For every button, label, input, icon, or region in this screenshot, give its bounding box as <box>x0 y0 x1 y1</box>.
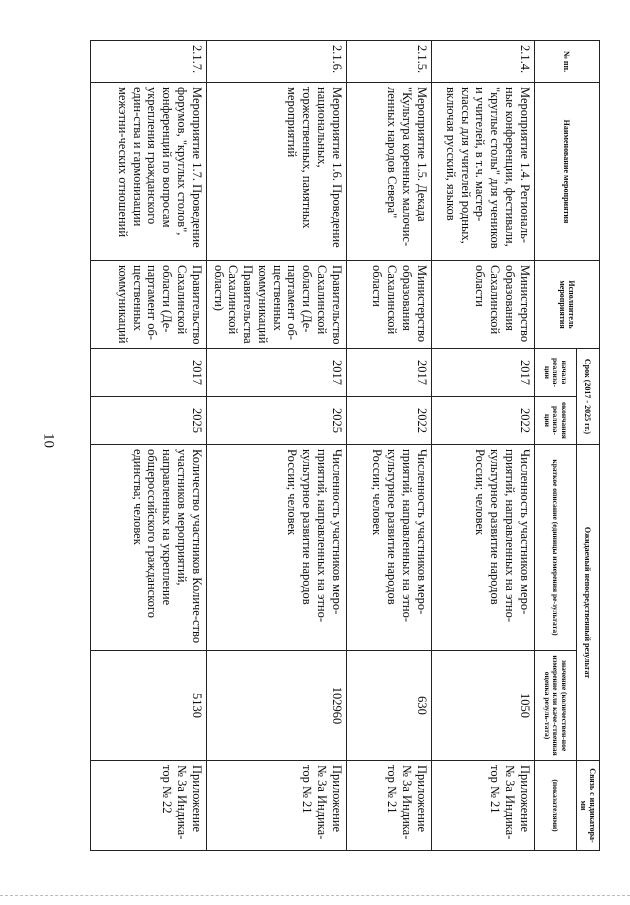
row-value: 5130 <box>90 651 206 761</box>
row-name: Мероприятие 1.4. Региональ-ные конференции, фестивали, "круглые столы" для учеников и учителей, в т.ч. мастер-классы для учителей родных, включая русский, языков <box>431 83 534 261</box>
header-name: Наименование мероприятия <box>534 83 599 261</box>
table-row <box>206 41 346 851</box>
header-num: № пп. <box>534 41 599 83</box>
header-result-value: значение (количествен-ное измерение или каче-ственная оценка резуль-тата) <box>534 651 576 761</box>
row-end: 2022 <box>346 397 431 445</box>
row-value: 102960 <box>206 651 346 761</box>
row-start: 2017 <box>90 349 206 397</box>
row-indicator: Приложение № 3а Индика-тор № 21 <box>206 761 346 851</box>
row-executor: Министерство образования Сахалинской области <box>346 261 431 349</box>
row-value: 630 <box>346 651 431 761</box>
header-indicator-sub: (показателями) <box>534 761 576 851</box>
page-number: 10 <box>40 433 57 448</box>
row-desc: Численность участников меро-приятий, направленных на этно-культурное развитие народов России; человек <box>346 445 431 651</box>
row-end: 2025 <box>90 397 206 445</box>
row-name: Мероприятие 1.5. Декада "Культура коренных малочис-ленных народов Севера" <box>346 83 431 261</box>
row-executor: Правительство Сахалинской области (Де-партамент об-щественных коммуникаций Правительства Сахалинской области) <box>206 261 346 349</box>
header-term-end: окончания реализа-ции <box>534 397 576 445</box>
row-indicator: Приложение № 3а Индика-тор № 21 <box>346 761 431 851</box>
row-value: 1050 <box>431 651 534 761</box>
row-num: 2.1.6. <box>206 41 346 83</box>
row-name: Мероприятие 1.6. Проведение национальных, торжественных, памятных мероприятий <box>206 83 346 261</box>
rotated-table-container <box>90 40 600 850</box>
row-executor: Министерство образования Сахалинской области <box>431 261 534 349</box>
table-row <box>431 41 534 851</box>
row-indicator: Приложение № 3а Индика-тор № 21 <box>431 761 534 851</box>
row-num: 2.1.4. <box>431 41 534 83</box>
header-result-desc: краткое описание (единицы измерения ре-зультата) <box>534 445 576 651</box>
header-term-start: начала реализа-ции <box>534 349 576 397</box>
table-row <box>346 41 431 851</box>
measures-table <box>90 40 600 851</box>
row-start: 2017 <box>431 349 534 397</box>
row-desc: Количество участников Количе-ство участников мероприятий, направленных на укрепление общероссийского гражданского единства; человек <box>90 445 206 651</box>
header-executor: Исполнитель мероприятия <box>534 261 599 349</box>
row-end: 2025 <box>206 397 346 445</box>
row-end: 2022 <box>431 397 534 445</box>
row-indicator: Приложение № 3а Индика-тор № 22 <box>90 761 206 851</box>
scan-edge-line <box>0 895 630 897</box>
header-indicator: Связь с индикатора-ми <box>576 761 599 851</box>
row-executor: Правительство Сахалинской области (Де-партамент об-щественных коммуникаций <box>90 261 206 349</box>
row-name: Мероприятие 1.7. Проведение форумов, "круглых столов", конференций по вопросам укрепления гражданского един-ства и гармонизации межэтни-ческих отношений <box>90 83 206 261</box>
row-desc: Численность участников меро-приятий, направленных на этно-культурное развитие народов России; человек <box>206 445 346 651</box>
header-term: Срок (2017 - 2025 гг.) <box>576 349 599 445</box>
row-start: 2017 <box>346 349 431 397</box>
row-num: 2.1.7. <box>90 41 206 83</box>
row-desc: Численность участников меро-приятий, направленных на этно-культурное развитие народов России; человек <box>431 445 534 651</box>
row-start: 2017 <box>206 349 346 397</box>
table-row <box>90 41 206 851</box>
row-num: 2.1.5. <box>346 41 431 83</box>
header-result: Ожидаемый непосредственный результат <box>576 445 599 761</box>
